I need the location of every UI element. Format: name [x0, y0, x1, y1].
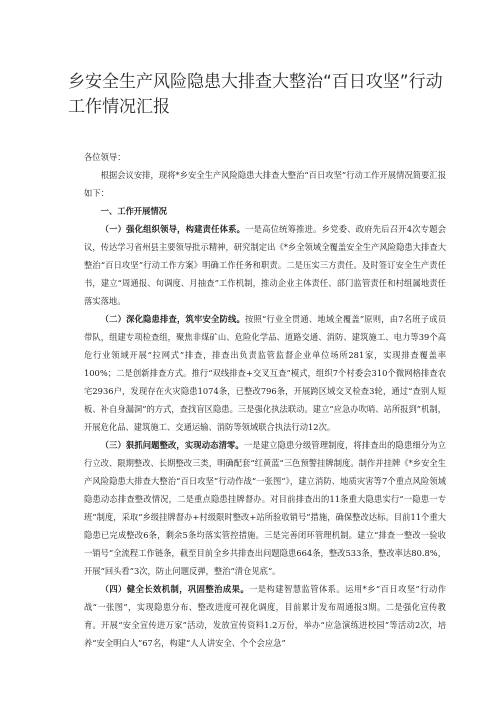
paragraph-3-lead: （三）狠抓问题整改，实现动态清零。 — [100, 440, 244, 450]
paragraph-4-text: 一是构建智慧监管体系。运用*乡“百日攻坚”行动作战“一张图”，实现隐患分布、整改进度可视化调度，目前累计发布周通报3期。二是强化宣传教育。开展“安全宣传进万家”活动，发放宣传资料1.2万份，举办“应急演练进校园”等活动2次，培养“安全明白人”67名，构建“人人讲安全、个个会应急” — [84, 584, 446, 648]
paragraph-4 — [84, 580, 446, 652]
paragraph-1 — [84, 220, 446, 310]
paragraph-2 — [84, 310, 446, 436]
paragraph-1-lead: （一）强化组织领导，构建责任体系。 — [100, 224, 246, 234]
paragraph-3 — [84, 436, 446, 580]
intro-paragraph: 根据会议安排，现将*乡安全生产风险隐患大排查大整治“百日攻坚”行动工作开展情况简要汇报如下： — [84, 170, 446, 198]
paragraph-4-lead: （四）健全长效机制，巩固整治成果。 — [100, 584, 250, 594]
section-heading: 一、工作开展情况 — [100, 206, 167, 216]
paragraph-2-lead: （二）深化隐患排查，筑牢安全防线。 — [100, 314, 245, 324]
paragraph-3-text: 一是建立隐患分级管理制度，将排查出的隐患细分为立行立改、限期整改、长期整改三类，明确配套“红黄蓝”三色预警挂牌制度。制作并挂牌《*乡安全生产风险隐患大排查大整治“百日攻坚”行动作战“一张图”》，建立消防、地质灾害等7个重点风险领域隐患动态排查整改情况，二是重点隐患挂牌督办。对目前排查出的11条重大隐患实行“一隐患一专班”制度，采取“乡级挂牌督办+村级限时整改+站所验收销号”措施，确保整改达标。目前11个重大隐患已完成整改6条，剩余5条均落实管控措施。三是完善闭环管理机制。建立“排查一整改一验收一销号”全流程工作链条，截至目前全乡共排查出问题隐患664条，整改533条，整改率达80.8%，开展“回头看”3次，防止问题反弹，整治“清仓见底”。 — [84, 440, 446, 576]
salutation: 各位领导： — [84, 152, 126, 162]
paragraph-1-text: 一是高位统筹推进。乡党委、政府先后召开4次专题会议，传达学习省州县主要领导批示精神，研究制定出《*乡全领域全覆盖安全生产风险隐患大排查大整治“百日攻坚”行动工作方案》明确工作任务和职责。二是压实三方责任。及时签订安全生产责任书，建立“周通报、旬调度、月抽查”工作机制，推动企业主体责任、部门监管责任和村组属地责任落实落地。 — [84, 224, 447, 306]
document-title: 乡安全生产风险隐患大排查大整治“百日攻坚”行动工作情况汇报 — [68, 72, 443, 117]
document-body — [84, 148, 446, 652]
paragraph-2-text: 按照“行业全贯通、地域全覆盖”原则，由7名班子成员带队，组建专项检查组，聚焦非煤矿山、危险化学品、道路交通、消防、建筑施工、电力等39个高危行业领域开展“拉网式”排查，排查出负责监管监督企业单位场所281家，实现排查覆盖率100%；二是创新排查方式。推行“双线排查+交叉互查”模式，组织7个村委会310个微网格排查农宅2936户，发现存在火灾隐患1074条，已整改796条，开展跨区域交叉检查3轮，通过“查别人短板、补自身漏洞”的方式，查找盲区隐患。三是强化执法联动。建立“应急办吹哨、站所报到”机制，开展危化品、建筑施工、交通运输、消防等领域联合执法行动12次。 — [84, 314, 446, 432]
